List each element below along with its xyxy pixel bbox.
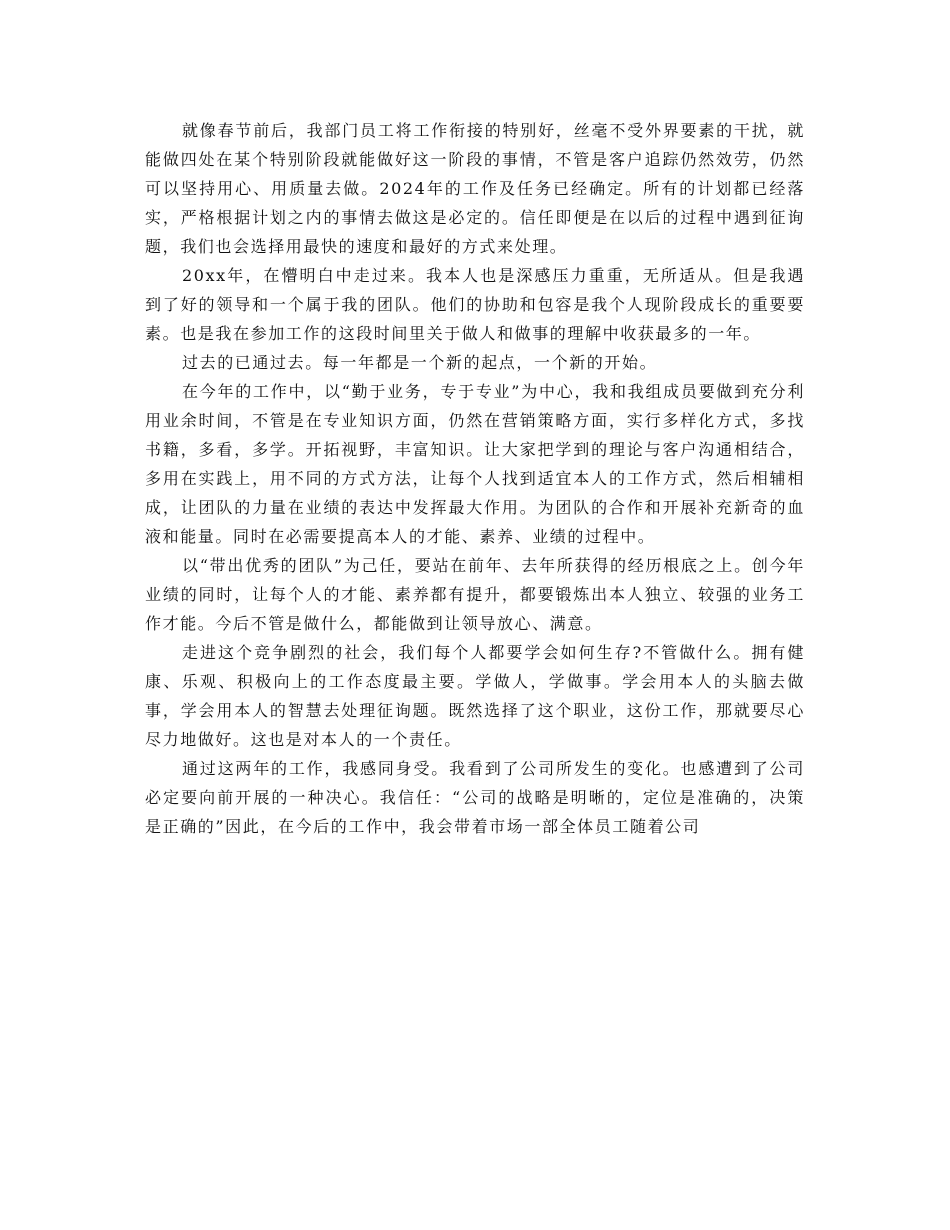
paragraph-7: 通过这两年的工作，我感同身受。我看到了公司所发生的变化。也感遭到了公司必定要向前开展的一种决心。我信任：“公司的战略是明晰的，定位是准确的，决策是正确的”因此，在今后的工作中，我会带着市场一部全体员工随着公司 [145,759,805,836]
paragraph-2: 20xx年，在懵明白中走过来。我本人也是深感压力重重，无所适从。但是我遇到了好的领导和一个属于我的团队。他们的协助和包容是我个人现阶段成长的重要要素。也是我在参加工作的这段时间里关于做人和做事的理解中收获最多的一年。 [145,266,805,343]
paragraph-4: 在今年的工作中，以“勤于业务，专于专业”为中心，我和我组成员要做到充分利用业余时间，不管是在专业知识方面，仍然在营销策略方面，实行多样化方式，多找书籍，多看，多学。开拓视野，丰富知识。让大家把学到的理论与客户沟通相结合，多用在实践上，用不同的方式方法，让每个人找到适宜本人的工作方式，然后相辅相成，让团队的力量在业绩的表达中发挥最大作用。为团队的合作和开展补充新奇的血液和能量。同时在必需要提高本人的才能、素养、业绩的过程中。 [145,382,805,546]
paragraph-3: 过去的已通过去。每一年都是一个新的起点，一个新的开始。 [182,353,658,372]
paragraph-6: 走进这个竞争剧烈的社会，我们每个人都要学会如何生存?不管做什么。拥有健康、乐观、积极向上的工作态度最主要。学做人，学做事。学会用本人的头脑去做事，学会用本人的智慧去处理征询题。既然选择了这个职业，这份工作，那就要尽心尽力地做好。这也是对本人的一个责任。 [145,643,805,749]
paragraph-1: 就像春节前后，我部门员工将工作衔接的特别好，丝毫不受外界要素的干扰，就能做四处在某个特别阶段就能做好这一阶段的事情，不管是客户追踪仍然效劳，仍然可以坚持用心、用质量去做。2024年的工作及任务已经确定。所有的计划都已经落实，严格根据计划之内的事情去做这是必定的。信任即便是在以后的过程中遇到征询题，我们也会选择用最快的速度和最好的方式来处理。 [145,121,805,256]
paragraph-5: 以“带出优秀的团队”为己任，要站在前年、去年所获得的经历根底之上。创今年业绩的同时，让每个人的才能、素养都有提升，都要锻炼出本人独立、较强的业务工作才能。今后不管是做什么，都能做到让领导放心、满意。 [145,556,805,633]
document-body [145,116,805,841]
